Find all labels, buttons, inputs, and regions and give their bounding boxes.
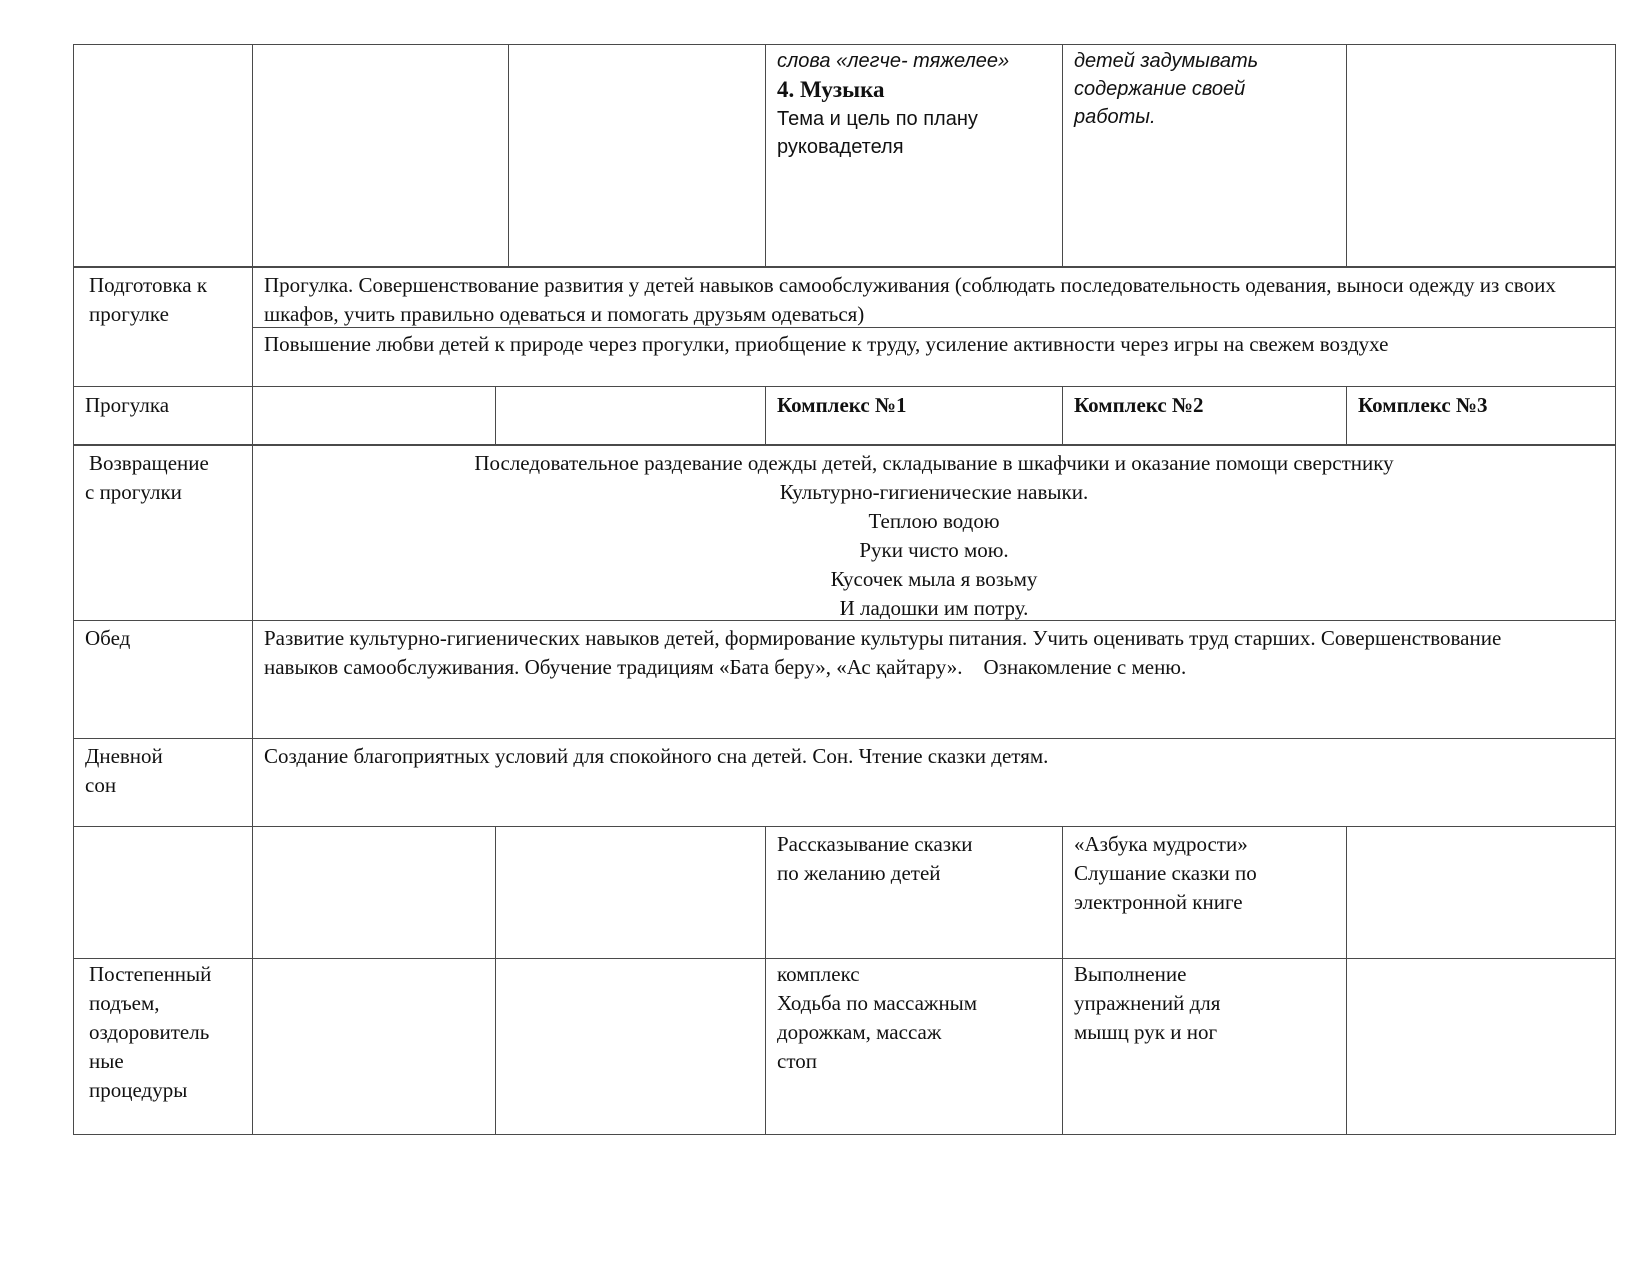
walk-complex1-cell xyxy=(765,386,1063,445)
row1-col4-line2: Тема и цель по плану xyxy=(777,108,978,130)
stories-label-cell xyxy=(73,826,253,959)
return-walk-line: Культурно-гигиенические навыки. xyxy=(779,480,1089,504)
wakeup-label-line: оздоровитель xyxy=(89,1020,210,1044)
return-walk-label-cell xyxy=(73,445,253,621)
complex1-label: Комплекс №1 xyxy=(777,393,907,417)
prep-walk-text1-cell xyxy=(252,267,1616,328)
row1-col3-cell xyxy=(508,44,766,267)
nap-label-cell xyxy=(73,738,253,827)
music-heading: 4. Музыка xyxy=(777,77,885,102)
wakeup-col4-line: дорожкам, массаж xyxy=(777,1020,942,1044)
wakeup-col5-line: мышц рук и ног xyxy=(1074,1020,1218,1044)
return-walk-text-cell xyxy=(252,445,1616,621)
lunch-label: Обед xyxy=(85,626,131,650)
wakeup-col5-cell xyxy=(1062,958,1347,1135)
complex2-label: Комплекс №2 xyxy=(1074,393,1204,417)
row1-col4-line1: слова «легче- тяжелее» xyxy=(777,50,1010,72)
wakeup-label-line: подъем, xyxy=(89,991,160,1015)
row1-col5-line3: работы. xyxy=(1074,106,1156,128)
return-walk-line: Теплою водою xyxy=(868,509,1000,533)
return-walk-label-line2: с прогулки xyxy=(85,480,182,504)
stories-col5-cell xyxy=(1062,826,1347,959)
lunch-label-cell xyxy=(73,620,253,739)
stories-col2-cell xyxy=(252,826,496,959)
wakeup-col5-line: упражнений для xyxy=(1074,991,1221,1015)
prep-walk-text2: Повышение любви детей к природе через прогулки, приобщение к труду, усиление активности через игры на свежем воздухе xyxy=(264,332,1389,356)
walk-label: Прогулка xyxy=(85,393,170,417)
wakeup-col2-cell xyxy=(252,958,496,1135)
wakeup-col4-line: стоп xyxy=(777,1049,817,1073)
stories-col4-cell xyxy=(765,826,1063,959)
lunch-text: Развитие культурно-гигиенических навыков детей, формирование культуры питания. Учить оценивать труд старших. Совершенствование навыков самообслуживания. Обучение традициям «Бата беру», «Ас қайтару». Ознакомление с меню. xyxy=(264,626,1507,679)
prep-walk-text2-cell xyxy=(252,327,1616,387)
wakeup-col4-line: Ходьба по массажным xyxy=(777,991,978,1015)
wakeup-col4-cell xyxy=(765,958,1063,1135)
walk-col3-cell xyxy=(495,386,766,445)
prep-walk-label-cell xyxy=(73,267,253,387)
walk-col2-cell xyxy=(252,386,496,445)
nap-text: Создание благоприятных условий для спокойного сна детей. Сон. Чтение сказки детям. xyxy=(264,744,1049,768)
complex3-label: Комплекс №3 xyxy=(1358,393,1488,417)
row1-col4-cell xyxy=(765,44,1063,267)
wakeup-label-cell xyxy=(73,958,253,1135)
nap-label-line2: сон xyxy=(85,773,117,797)
nap-label-line1: Дневной xyxy=(85,744,163,768)
lunch-text-cell xyxy=(252,620,1616,739)
stories-col4-line1: Рассказывание сказки xyxy=(777,832,973,856)
row1-col5-cell xyxy=(1062,44,1347,267)
return-walk-line: Руки чисто мою. xyxy=(859,538,1009,562)
stories-col3-cell xyxy=(495,826,766,959)
wakeup-label-line: Постепенный xyxy=(89,962,212,986)
row1-col5-line2: содержание своей xyxy=(1074,78,1246,100)
prep-walk-label-line1: Подготовка к xyxy=(89,273,208,297)
stories-col5-line2: Слушание сказки по xyxy=(1074,861,1257,885)
row1-col2-cell xyxy=(252,44,509,267)
walk-complex3-cell xyxy=(1346,386,1616,445)
wakeup-col4-line: комплекс xyxy=(777,962,860,986)
row1-col4-line3: руковадетеля xyxy=(777,136,904,158)
wakeup-col6-cell xyxy=(1346,958,1616,1135)
walk-label-cell xyxy=(73,386,253,445)
prep-walk-label-line2: прогулке xyxy=(89,302,169,326)
wakeup-col3-cell xyxy=(495,958,766,1135)
stories-col5-line3: электронной книге xyxy=(1074,890,1243,914)
stories-col6-cell xyxy=(1346,826,1616,959)
return-walk-label-line1: Возвращение xyxy=(89,451,209,475)
stories-col4-line2: по желанию детей xyxy=(777,861,941,885)
return-walk-line: Кусочек мыла я возьму xyxy=(830,567,1038,591)
return-walk-line: Последовательное раздевание одежды детей, складывание в шкафчики и оказание помощи сверстнику xyxy=(474,451,1394,475)
nap-text-cell xyxy=(252,738,1616,827)
wakeup-col5-line: Выполнение xyxy=(1074,962,1187,986)
return-walk-line: И ладошки им потру. xyxy=(839,596,1029,620)
wakeup-label-line: ные xyxy=(89,1049,124,1073)
stories-col5-line1: «Азбука мудрости» xyxy=(1074,832,1248,856)
row1-col5-line1: детей задумывать xyxy=(1074,50,1259,72)
row1-label-cell xyxy=(73,44,253,267)
wakeup-label-line: процедуры xyxy=(89,1078,188,1102)
walk-complex2-cell xyxy=(1062,386,1347,445)
row1-col6-cell xyxy=(1346,44,1616,267)
prep-walk-text1: Прогулка. Совершенствование развития у детей навыков самообслуживания (соблюдать последовательность одевания, выноси одежду из своих шкафов, учить правильно одеваться и помогать друзьям одеваться) xyxy=(264,273,1562,326)
